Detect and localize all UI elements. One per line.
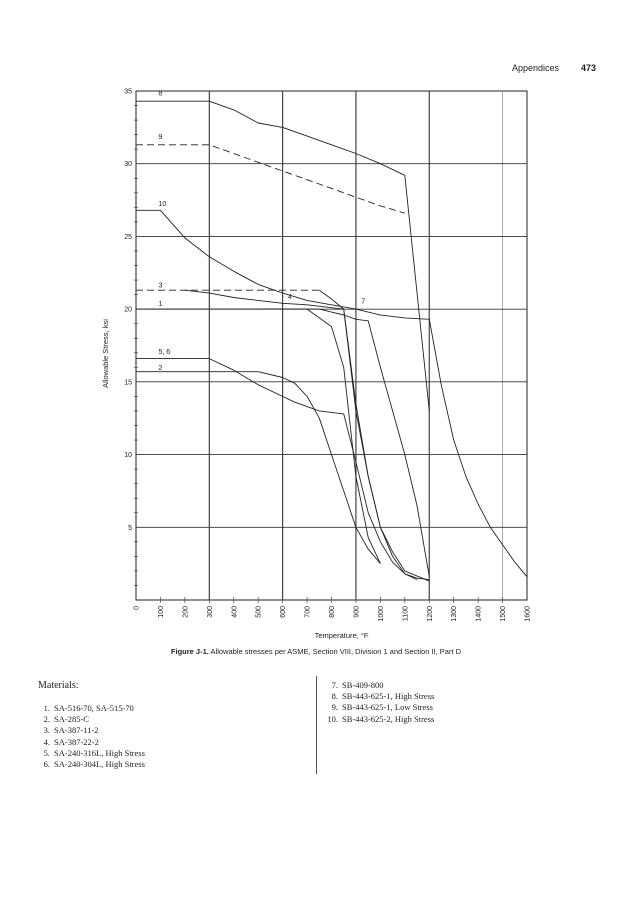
material-item: 10. SB-443-625-2, High Stress <box>327 713 435 724</box>
figure-caption <box>0 647 632 656</box>
materials-list-left <box>38 703 145 770</box>
y-tick-label: 10 <box>124 452 132 460</box>
series-line-10 <box>136 210 527 576</box>
material-item: 1. SA-516-70, SA-515-70 <box>43 703 134 713</box>
x-tick-label: 0 <box>133 606 141 610</box>
x-tick-label: 1000 <box>377 606 385 622</box>
x-tick-label: 1500 <box>500 606 508 622</box>
page-number: 473 <box>580 63 596 73</box>
curve-label: 8 <box>158 90 163 98</box>
x-tick-label: 1200 <box>426 606 434 622</box>
series-line-9 <box>136 145 405 213</box>
x-tick-label: 1300 <box>451 606 459 622</box>
x-tick-label: 800 <box>329 606 336 618</box>
x-tick-label: 100 <box>157 606 165 618</box>
series-line-1 <box>136 309 380 563</box>
x-tick-label: 1100 <box>402 606 410 622</box>
series-line-7 <box>258 309 429 577</box>
plot-frame <box>136 91 527 600</box>
curve-label: 4 <box>287 293 292 301</box>
x-tick-label: 300 <box>206 606 214 618</box>
x-tick-label: 900 <box>353 606 361 618</box>
curve-label: 5, 6 <box>158 349 171 357</box>
curve-label: 1 <box>158 301 163 309</box>
y-tick-label: 35 <box>124 88 132 96</box>
figure-label: Figure J-1. <box>170 647 209 656</box>
material-item: 6. SA-240-304L, High Stress <box>43 759 145 770</box>
figure-caption-text: Allowable stresses per ASME, Section VIII, Division 1 and Section II, Part D <box>210 647 462 656</box>
material-item: 5. SA-240-316L, High Stress <box>43 747 145 758</box>
y-tick-label: 30 <box>124 161 132 169</box>
x-tick-label: 600 <box>280 606 288 618</box>
series-line-4 <box>185 290 429 581</box>
section-title: Appendices <box>511 63 559 73</box>
y-axis-label: Allowable Stress, ksi <box>101 319 110 388</box>
material-item: 2. SA-285-C <box>43 714 89 725</box>
x-tick-label: 200 <box>182 606 190 618</box>
y-tick-label: 15 <box>124 379 132 387</box>
material-item: 3. SA-387-11-2 <box>43 725 99 736</box>
curve-label: 7 <box>361 298 366 306</box>
material-item: 7. SB-409-800 <box>331 680 384 690</box>
column-divider <box>316 676 317 774</box>
series-line-2 <box>136 372 380 564</box>
material-item: 8. SB-443-625-1, High Stress <box>331 691 435 702</box>
y-tick-label: 20 <box>124 306 132 314</box>
material-item: 9. SB-443-625-1, Low Stress <box>331 702 433 713</box>
x-tick-label: 1600 <box>524 606 532 622</box>
x-tick-label: 500 <box>255 606 263 618</box>
y-tick-label: 5 <box>128 524 132 532</box>
materials-list-right <box>326 680 434 725</box>
material-item: 4. SA-387-22-2 <box>43 736 99 747</box>
x-tick-label: 1400 <box>475 606 483 622</box>
x-axis-label: Temperature, °F <box>314 631 369 640</box>
curve-label: 3 <box>158 282 163 290</box>
curve-label: 9 <box>158 133 163 141</box>
x-tick-label: 700 <box>304 606 312 618</box>
x-tick-label: 400 <box>231 606 239 618</box>
materials-title: Materials: <box>38 680 79 691</box>
y-tick-label: 25 <box>124 233 132 241</box>
curve-label: 10 <box>158 200 167 208</box>
curve-label: 2 <box>158 365 163 373</box>
